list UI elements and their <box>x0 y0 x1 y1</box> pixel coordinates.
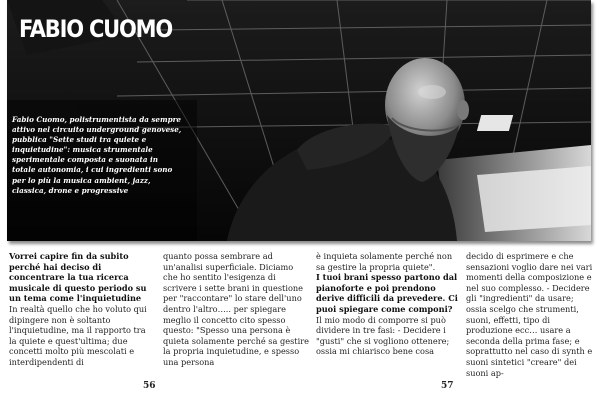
text-column-3 <box>316 251 458 366</box>
answer-1-part-1: In realtà quello che ho voluto qui dipingere non è soltanto l'inquietudine, ma il rapporto tra la quiete e quest'ultima; due concetti molto più mescolati e interdipendenti di <box>9 303 147 367</box>
question-2: I tuoi brani spesso partono dal pianoforte e poi prendono derive difficili da prevedere. Ci puoi spiegare come componi? <box>316 272 458 314</box>
article-title: FABIO CUOMO <box>19 15 173 43</box>
answer-2-part-2: decido di esprimere e che sensazioni voglio dare nei vari momenti della composizione e nel suo complesso. - Decidere gli "ingredienti" da usare; ossia scelgo che strumenti, suoni, effetti, tipo di produzione ecc… usare a seconda della prima fase; e soprattutto nel caso di synth e suoni sintetici "creare" dei suoni ap- <box>466 251 593 378</box>
text-column-2 <box>163 251 309 366</box>
answer-2-part-1: Il mio modo di comporre si può dividere in tre fasi: - Decidere i "gusti" che si vogliono ottenere; ossia mi chiarisco bene cosa <box>316 314 450 357</box>
answer-1-part-3: è inquieta solamente perché non sa gestire la propria quiete". <box>316 251 453 272</box>
text-column-4 <box>466 251 596 378</box>
page-number-right: 57 <box>441 381 454 391</box>
page-number-left: 56 <box>143 381 156 391</box>
article-intro: Fabio Cuomo, polistrumentista da sempre attivo nel circuito underground genovese, pubblica "Sette studi tra quiete e inquietudine": musica strumentale sperimentale composta e suonata in totale autonomia, i cui ingredienti sono per lo più la musica ambient, jazz, classica, drone e progressive <box>12 115 182 195</box>
hero-photo <box>7 0 591 241</box>
question-1: Vorrei capire fin da subito perché hai deciso di concentrare la tua ricerca musicale di questo periodo su un tema come l'inquietudine <box>9 251 147 304</box>
text-column-1 <box>9 251 155 366</box>
answer-1-part-2: quanto possa sembrare ad un'analisi superficiale. Diciamo che ho sentito l'esigenza di scrivere i sette brani in questione per "raccontare" lo stare dell'uno dentro l'altro….. per spiegare meglio il concetto cito spesso questo: "Spesso una persona è quieta solamente perché sa gestire la propria inquietudine, e spesso una persona <box>163 251 309 367</box>
